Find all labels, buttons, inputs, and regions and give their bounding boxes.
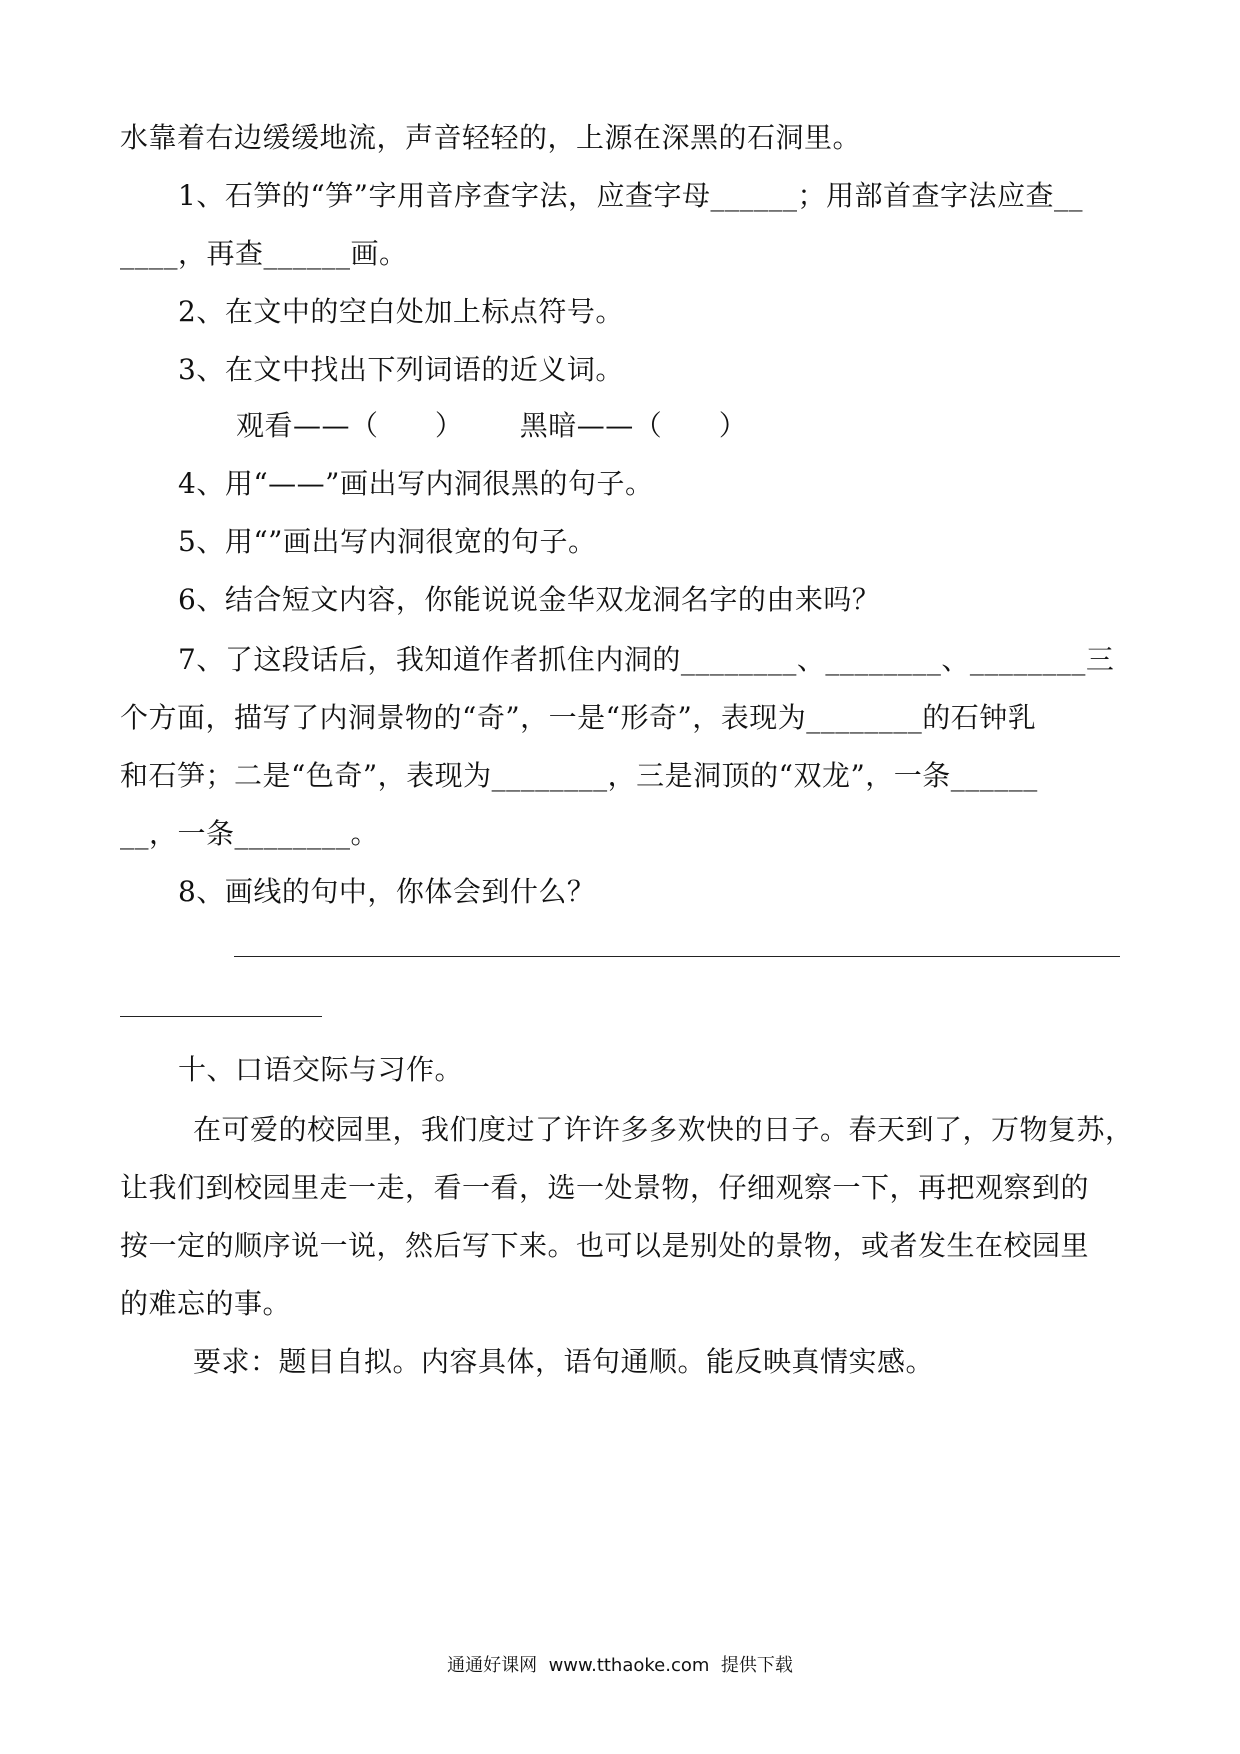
footer-source: 通通好课网 www.tthaoke.com 提供下载 bbox=[447, 1655, 793, 1676]
question-7-line-2: 个方面，描写了内洞景物的“奇”，一是“形奇”，表现为________的石钟乳 bbox=[120, 701, 1037, 734]
question-4: 4、用“——”画出写内洞很黑的句子。 bbox=[178, 467, 654, 500]
essay-prompt-line-2: 让我们到校园里走一走，看一看，选一处景物，仔细观察一下，再把观察到的 bbox=[120, 1171, 1090, 1204]
passage-end-line: 水靠着右边缓缓地流，声音轻轻的，上源在深黑的石洞里。 bbox=[120, 121, 862, 154]
question-7-line-1: 7、了这段话后，我知道作者抓住内洞的________、________、________三 bbox=[178, 643, 1115, 676]
section-10-heading: 十、口语交际与习作。 bbox=[178, 1053, 464, 1086]
question-3: 3、在文中找出下列词语的近义词。 bbox=[178, 353, 624, 386]
question-8: 8、画线的句中，你体会到什么？ bbox=[178, 875, 596, 908]
answer-line-1 bbox=[234, 956, 1120, 957]
essay-requirements: 要求：题目自拟。内容具体，语句通顺。能反映真情实感。 bbox=[193, 1345, 935, 1378]
essay-prompt-line-4: 的难忘的事。 bbox=[120, 1287, 292, 1320]
essay-prompt-line-3: 按一定的顺序说一说，然后写下来。也可以是别处的景物，或者发生在校园里 bbox=[120, 1229, 1090, 1262]
answer-line-2 bbox=[120, 1016, 322, 1017]
question-1-line-2: ____，再查______画。 bbox=[120, 237, 408, 270]
question-1-line-1: 1、石笋的“笋”字用音序查字法，应查字母______；用部首查字法应查__ bbox=[178, 179, 1083, 212]
question-7-line-4: __，一条________。 bbox=[120, 817, 380, 850]
question-7-line-3: 和石笋；二是“色奇”，表现为________，三是洞顶的“双龙”，一条______ bbox=[120, 759, 1038, 792]
question-2: 2、在文中的空白处加上标点符号。 bbox=[178, 295, 624, 328]
question-5: 5、用“”画出写内洞很宽的句子。 bbox=[178, 525, 597, 558]
question-3-words: 观看——（ ） 黑暗——（ ） bbox=[236, 409, 748, 442]
essay-prompt-line-1: 在可爱的校园里，我们度过了许许多多欢快的日子。春天到了，万物复苏， bbox=[193, 1113, 1134, 1146]
question-6: 6、结合短文内容，你能说说金华双龙洞名字的由来吗？ bbox=[178, 583, 881, 616]
